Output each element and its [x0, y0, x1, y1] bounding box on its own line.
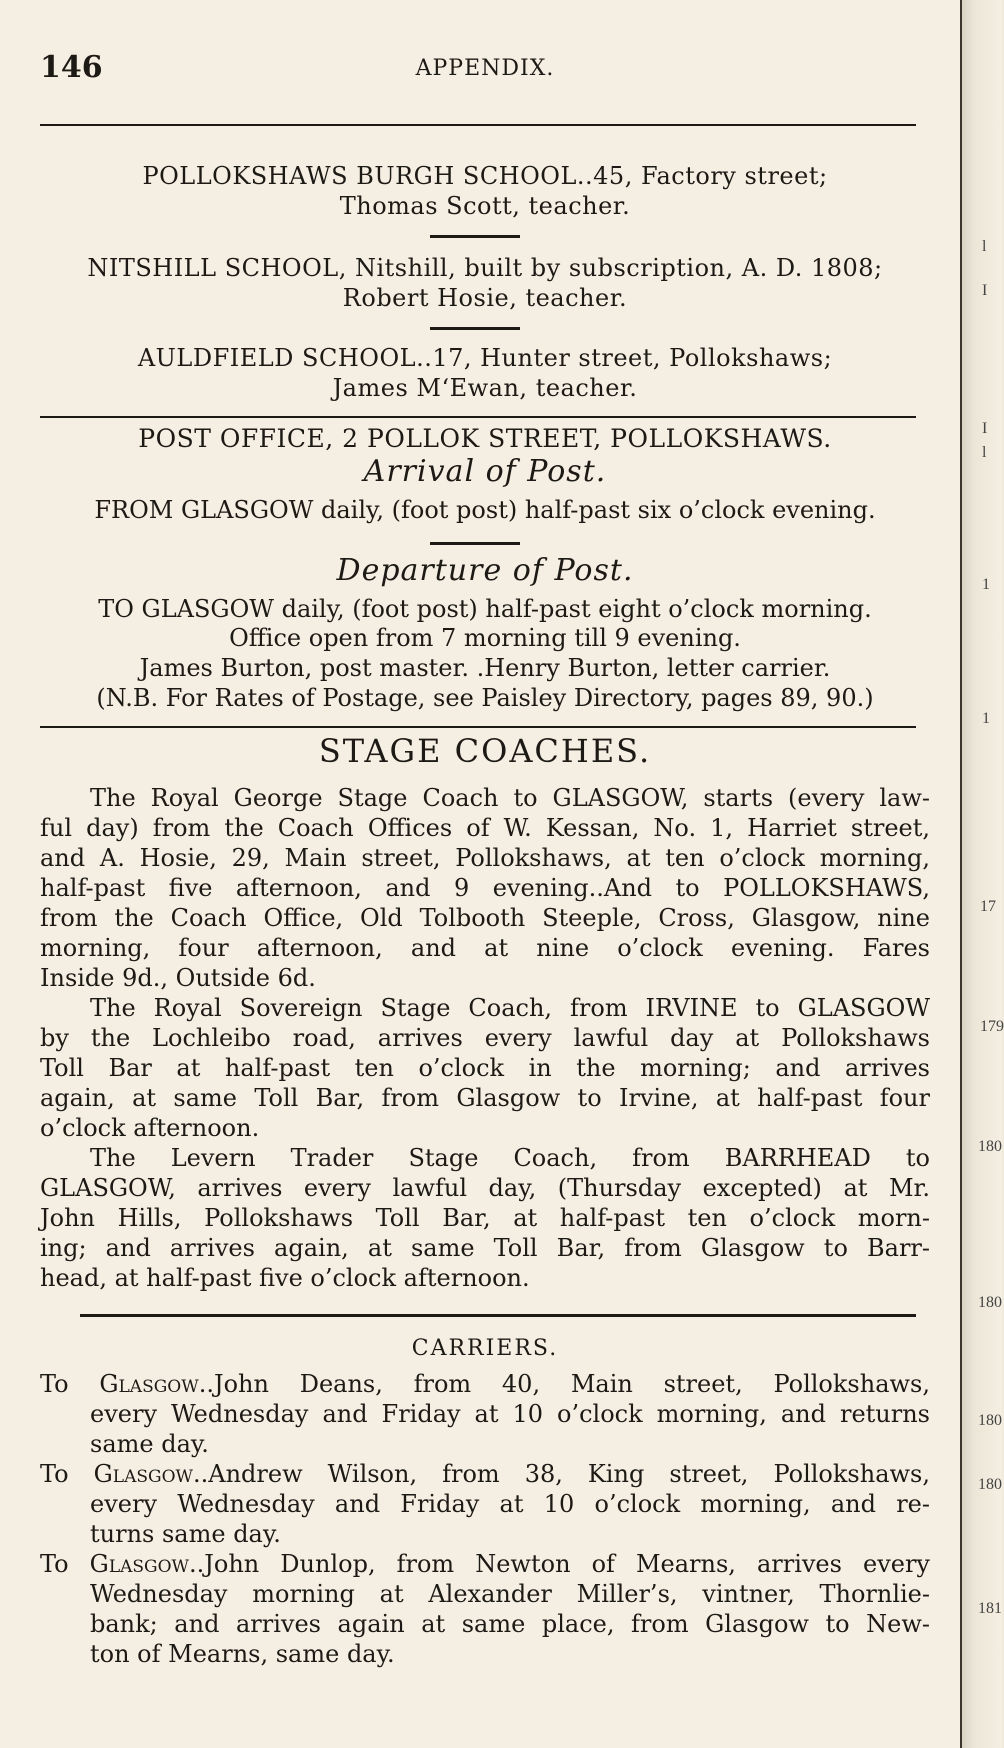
- margin-fragment: 1: [982, 576, 990, 593]
- page-number: 146: [40, 50, 103, 85]
- school-3-line2: James M‘Ewan, teacher.: [332, 374, 638, 402]
- margin-fragment: 181: [978, 1600, 1002, 1617]
- header-rule: [40, 124, 916, 126]
- post-office-title: POST OFFICE, 2 POLLOK STREET, POLLOKSHAWS.: [138, 424, 832, 453]
- margin-fragment: 180: [978, 1412, 1002, 1429]
- carrier-place: Glasgow: [93, 1460, 193, 1488]
- page-header: [40, 50, 930, 90]
- carrier-to: To: [40, 1370, 69, 1398]
- carrier-entry-3: [40, 1550, 930, 1578]
- coach-p2-line: Toll Bar at half-past ten o’clock in the morning; and arrives: [40, 1054, 930, 1082]
- carrier-cont: ton of Mearns, same day.: [90, 1640, 395, 1668]
- coach-p3-line: The Levern Trader Stage Coach, from BARRHEAD to: [90, 1144, 930, 1172]
- margin-fragment: 179: [980, 1018, 1004, 1035]
- margin-fragment: 180: [978, 1476, 1002, 1493]
- coach-p3-line: John Hills, Pollokshaws Toll Bar, at half-past ten o’clock morn-: [40, 1204, 930, 1232]
- school-1-line1: POLLOKSHAWS BURGH SCHOOL..45, Factory street;: [142, 162, 828, 190]
- section-rule: [80, 1314, 916, 1317]
- divider: [430, 542, 520, 545]
- margin-fragment: l: [982, 444, 987, 461]
- carrier-cont: every Wednesday and Friday at 10 o’clock morning, and re-: [90, 1490, 930, 1518]
- departure-heading: Departure of Post.: [336, 553, 634, 588]
- carrier-place: Glasgow: [99, 1370, 199, 1398]
- coach-p1-line: Inside 9d., Outside 6d.: [40, 964, 316, 992]
- coach-p1-line: ful day) from the Coach Offices of W. Kessan, No. 1, Harriet street,: [40, 814, 930, 842]
- coach-p3-line: GLASGOW, arrives every lawful day, (Thursday excepted) at Mr.: [40, 1174, 930, 1202]
- office-hours: Office open from 7 morning till 9 evening.: [229, 624, 741, 652]
- postage-note: (N.B. For Rates of Postage, see Paisley Directory, pages 89, 90.): [96, 684, 874, 712]
- margin-fragment: 17: [980, 898, 996, 915]
- carrier-to: To: [40, 1460, 69, 1488]
- carrier-place: Glasgow: [89, 1550, 190, 1578]
- carrier-to: To: [40, 1550, 69, 1578]
- coach-p1-line: and A. Hosie, 29, Main street, Pollokshaws, at ten o’clock morning,: [40, 844, 930, 872]
- coach-p2-line: o’clock afternoon.: [40, 1114, 260, 1142]
- arrival-line: FROM GLASGOW daily, (foot post) half-past six o’clock evening.: [94, 496, 876, 524]
- carrier-cont: Wednesday morning at Alexander Miller’s, vintner, Thornlie-: [90, 1580, 930, 1608]
- facing-page-edge: [960, 0, 1002, 1748]
- coach-p3-line: head, at half-past five o’clock afternoon.: [40, 1264, 530, 1292]
- coach-p2-line: again, at same Toll Bar, from Glasgow to Irvine, at half-past four: [40, 1084, 930, 1112]
- carrier-cont: same day.: [90, 1430, 209, 1458]
- coach-p3-line: ing; and arrives again, at same Toll Bar, from Glasgow to Barr-: [40, 1234, 930, 1262]
- coach-p2-line: The Royal Sovereign Stage Coach, from IRVINE to GLASGOW: [90, 994, 930, 1022]
- carrier-entry-2: [40, 1460, 930, 1488]
- coach-p1-line: from the Coach Office, Old Tolbooth Steeple, Cross, Glasgow, nine: [40, 904, 930, 932]
- coach-p1-line: morning, four afternoon, and at nine o’clock evening. Fares: [40, 934, 930, 962]
- school-3-line1: AULDFIELD SCHOOL..17, Hunter street, Pollokshaws;: [137, 344, 833, 372]
- margin-fragment: 180: [978, 1294, 1002, 1311]
- divider: [430, 235, 520, 238]
- departure-line: TO GLASGOW daily, (foot post) half-past eight o’clock morning.: [98, 595, 872, 623]
- divider: [430, 327, 520, 330]
- carrier-entry-1: [40, 1370, 930, 1398]
- coach-p2-line: by the Lochleibo road, arrives every lawful day at Pollokshaws: [40, 1024, 930, 1052]
- margin-fragment: l: [982, 238, 987, 255]
- carrier-detail: ..Andrew Wilson, from 38, King street, Pollokshaws,: [193, 1460, 930, 1488]
- carriers-heading: CARRIERS.: [411, 1336, 559, 1361]
- carrier-detail: ..John Dunlop, from Newton of Mearns, arrives every: [189, 1550, 930, 1578]
- section-rule: [40, 726, 916, 728]
- school-2-line1: NITSHILL SCHOOL, Nitshill, built by subscription, A. D. 1808;: [87, 254, 883, 282]
- carrier-cont: turns same day.: [90, 1520, 281, 1548]
- coach-p1-line: The Royal George Stage Coach to GLASGOW, starts (every law-: [90, 784, 930, 812]
- coach-p1-line: half-past five afternoon, and 9 evening..And to POLLOKSHAWS,: [40, 874, 930, 902]
- margin-fragment: I: [982, 420, 988, 437]
- school-1-line2: Thomas Scott, teacher.: [339, 192, 631, 220]
- arrival-heading: Arrival of Post.: [363, 454, 607, 489]
- margin-fragment: 180: [978, 1138, 1002, 1155]
- running-title: APPENDIX.: [415, 56, 555, 81]
- carrier-cont: every Wednesday and Friday at 10 o’clock morning, and returns: [90, 1400, 930, 1428]
- carrier-cont: bank; and arrives again at same place, from Glasgow to New-: [90, 1610, 930, 1638]
- section-rule: [40, 416, 916, 418]
- school-2-line2: Robert Hosie, teacher.: [342, 284, 628, 312]
- margin-fragment: I: [982, 282, 988, 299]
- post-staff: James Burton, post master. .Henry Burton, letter carrier.: [139, 654, 831, 682]
- stage-coaches-heading: STAGE COACHES.: [318, 732, 652, 770]
- carrier-detail: ..John Deans, from 40, Main street, Pollokshaws,: [198, 1370, 930, 1398]
- margin-fragment: 1: [982, 710, 990, 727]
